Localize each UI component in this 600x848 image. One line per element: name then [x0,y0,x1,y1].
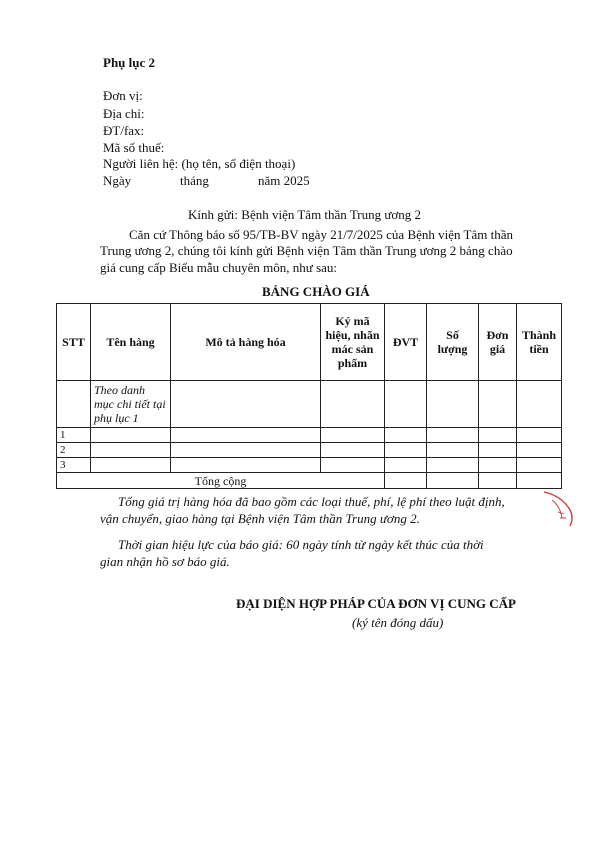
table-cell [427,473,479,489]
field-ma-so-thue: Mã số thuế: [103,140,165,155]
table-cell [171,381,321,428]
table-cell [171,458,321,473]
table-cell [517,381,562,428]
field-don-vi: Đơn vị: [103,88,143,103]
date-month: tháng [180,173,209,188]
table-cell [321,443,385,458]
table-cell [517,473,562,489]
table-cell [385,381,427,428]
signature-title: ĐẠI DIỆN HỢP PHÁP CỦA ĐƠN VỊ CUNG CẤP [236,596,516,611]
note-validity-line-1: Thời gian hiệu lực của báo giá: 60 ngày tính từ ngày kết thúc của thời [118,537,484,552]
table-cell [171,443,321,458]
date-year: năm 2025 [258,173,310,188]
col-header-stt: STT [57,304,91,381]
table-cell [321,458,385,473]
total-label: Tổng cộng [57,473,385,489]
table-cell [517,428,562,443]
table-cell [479,381,517,428]
col-header-thanh-tien: Thành tiền [517,304,562,381]
field-dt-fax: ĐT/fax: [103,123,145,138]
appendix-title: Phụ lục 2 [103,55,156,70]
table-cell [427,428,479,443]
col-header-ky-ma-hieu: Ký mã hiệu, nhãn mác sản phẩm [321,304,385,381]
field-dia-chi: Địa chỉ: [103,106,145,121]
intro-line-1: Căn cứ Thông báo số 95/TB-BV ngày 21/7/2025 của Bệnh viện Tâm thần [129,227,513,242]
table-cell [479,458,517,473]
table-row [57,381,562,428]
desc-cell: Theo danh mục chi tiết tại phụ lục 1 [91,381,171,428]
table-cell [427,381,479,428]
table-cell [91,428,171,443]
col-header-mo-ta: Mô tả hàng hóa [171,304,321,381]
table-cell [479,443,517,458]
table-row [57,443,562,458]
stamp-icon [540,488,580,528]
table-row [57,458,562,473]
table-cell [479,428,517,443]
table-title: BẢNG CHÀO GIÁ [262,284,370,299]
col-header-dvt: ĐVT [385,304,427,381]
table-cell [385,473,427,489]
table-cell [385,428,427,443]
field-nguoi-lien-he: Người liên hệ: (họ tên, số điện thoại) [103,156,296,171]
table-cell [91,443,171,458]
col-header-don-gia: Đơn giá [479,304,517,381]
total-row [57,473,562,489]
date-day: Ngày [103,173,132,188]
table-cell [385,443,427,458]
intro-line-3: giá cung cấp Biểu mẫu chuyên môn, như sau: [100,260,338,275]
table-header-row [57,304,562,381]
col-header-so-luong: Số lượng [427,304,479,381]
recipient-line: Kính gửi: Bệnh viện Tâm thần Trung ương 2 [188,207,422,222]
table-cell [385,458,427,473]
table-cell [57,381,91,428]
note-tax-line-1: Tổng giá trị hàng hóa đã bao gồm các loại thuế, phí, lệ phí theo luật định, [118,494,505,509]
table-cell [517,443,562,458]
col-header-ten-hang: Tên hàng [91,304,171,381]
table-cell [517,458,562,473]
table-cell [321,428,385,443]
table-row [57,428,562,443]
table-cell [427,443,479,458]
row-number: 1 [57,428,91,443]
intro-line-2: Trung ương 2, chúng tôi kính gửi Bệnh viện Tâm thần Trung ương 2 bảng chào [100,243,513,258]
quote-table [56,303,562,489]
table-cell [171,428,321,443]
table-cell [321,381,385,428]
table-cell [427,458,479,473]
table-cell [91,458,171,473]
row-number: 3 [57,458,91,473]
note-tax-line-2: vận chuyển, giao hàng tại Bệnh viện Tâm thần Trung ương 2. [100,511,420,526]
signature-note: (ký tên đóng dấu) [352,615,444,630]
row-number: 2 [57,443,91,458]
table-cell [479,473,517,489]
note-validity-line-2: gian nhận hồ sơ báo giá. [100,554,230,569]
